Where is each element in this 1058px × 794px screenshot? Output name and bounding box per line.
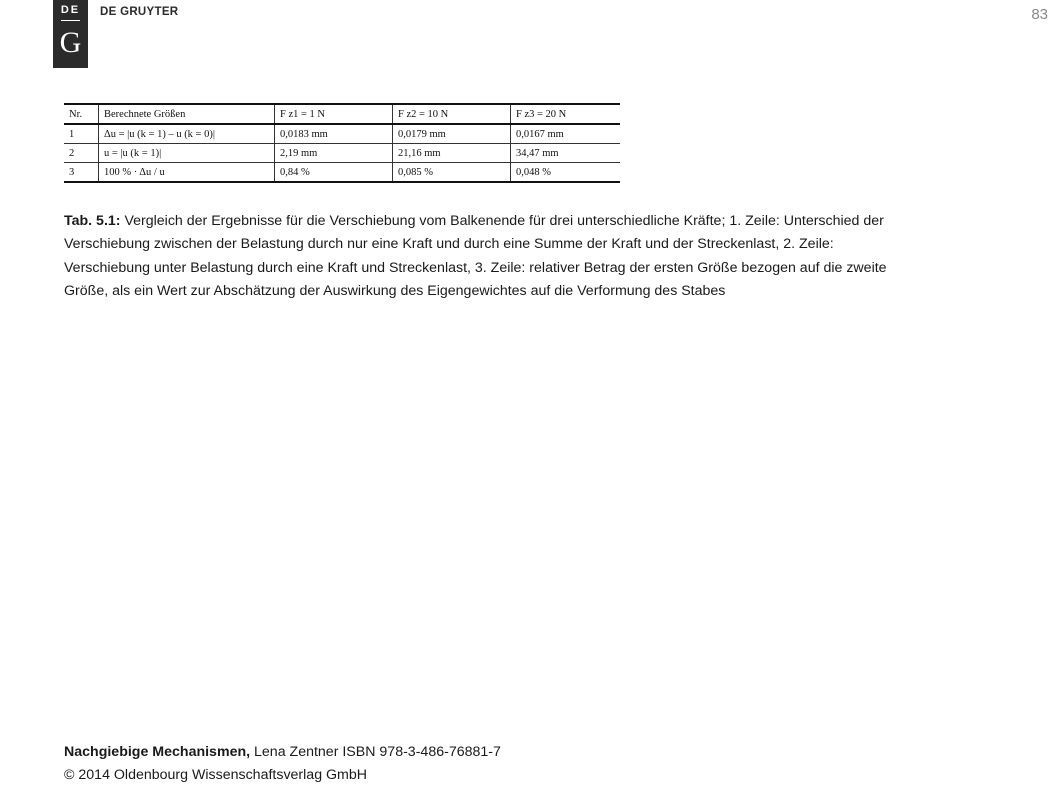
table-cell: 2 xyxy=(64,144,99,163)
table-row xyxy=(64,144,620,163)
table-cell: 100 % · Δu / u xyxy=(99,163,275,183)
table-cell: 0,84 % xyxy=(275,163,393,183)
column-header: F z3 = 20 N xyxy=(511,104,621,124)
caption-label: Tab. 5.1: xyxy=(64,213,121,229)
column-header: Nr. xyxy=(64,104,99,124)
publisher-name: DE GRUYTER xyxy=(100,6,179,18)
table-cell: 0,0167 mm xyxy=(511,124,621,144)
citation-details: Lena Zentner ISBN 978-3-486-76881-7 xyxy=(250,744,501,760)
table-row xyxy=(64,124,620,144)
column-header: Berechnete Größen xyxy=(99,104,275,124)
table-caption xyxy=(64,210,914,303)
table-cell: Δu = |u (k = 1) – u (k = 0)| xyxy=(99,124,275,144)
publisher-logo xyxy=(53,0,88,68)
table-cell: 2,19 mm xyxy=(275,144,393,163)
table-header-row xyxy=(64,104,620,124)
table-cell: 21,16 mm xyxy=(393,144,511,163)
logo-divider xyxy=(61,20,80,21)
citation-footer xyxy=(64,741,501,787)
table-row xyxy=(64,163,620,183)
table-cell: 0,0183 mm xyxy=(275,124,393,144)
table-cell: 3 xyxy=(64,163,99,183)
results-table xyxy=(64,103,620,183)
book-title: Nachgiebige Mechanismen, xyxy=(64,744,251,760)
caption-text: Vergleich der Ergebnisse für die Verschiebung vom Balkenende für drei unterschiedliche Kräfte; 1. Zeile: Unterschied der Verschiebung zwischen der Belastung durch nur eine Kraft und durch eine Summe der Kraft und der Streckenlast, 2. Zeile: Verschiebung unter Belastung durch eine Kraft und Streckenlast, 3. Zeile: relativer Betrag der ersten Größe bezogen auf die zweite Größe, als ein Wert zur Abschätzung der Auswirkung des Eigengewichtes auf die Verformung des Stabes xyxy=(64,213,887,299)
citation-line xyxy=(64,741,501,764)
table-cell: 1 xyxy=(64,124,99,144)
logo-text-g: G xyxy=(59,26,82,59)
table-cell: 0,0179 mm xyxy=(393,124,511,144)
logo-text-de: DE xyxy=(60,4,81,16)
page-number: 83 xyxy=(1031,6,1048,23)
column-header: F z2 = 10 N xyxy=(393,104,511,124)
table-cell: 0,048 % xyxy=(511,163,621,183)
table-cell: 34,47 mm xyxy=(511,144,621,163)
copyright-line: © 2014 Oldenbourg Wissenschaftsverlag GmbH xyxy=(64,767,368,783)
table-cell: u = |u (k = 1)| xyxy=(99,144,275,163)
table-cell: 0,085 % xyxy=(393,163,511,183)
column-header: F z1 = 1 N xyxy=(275,104,393,124)
